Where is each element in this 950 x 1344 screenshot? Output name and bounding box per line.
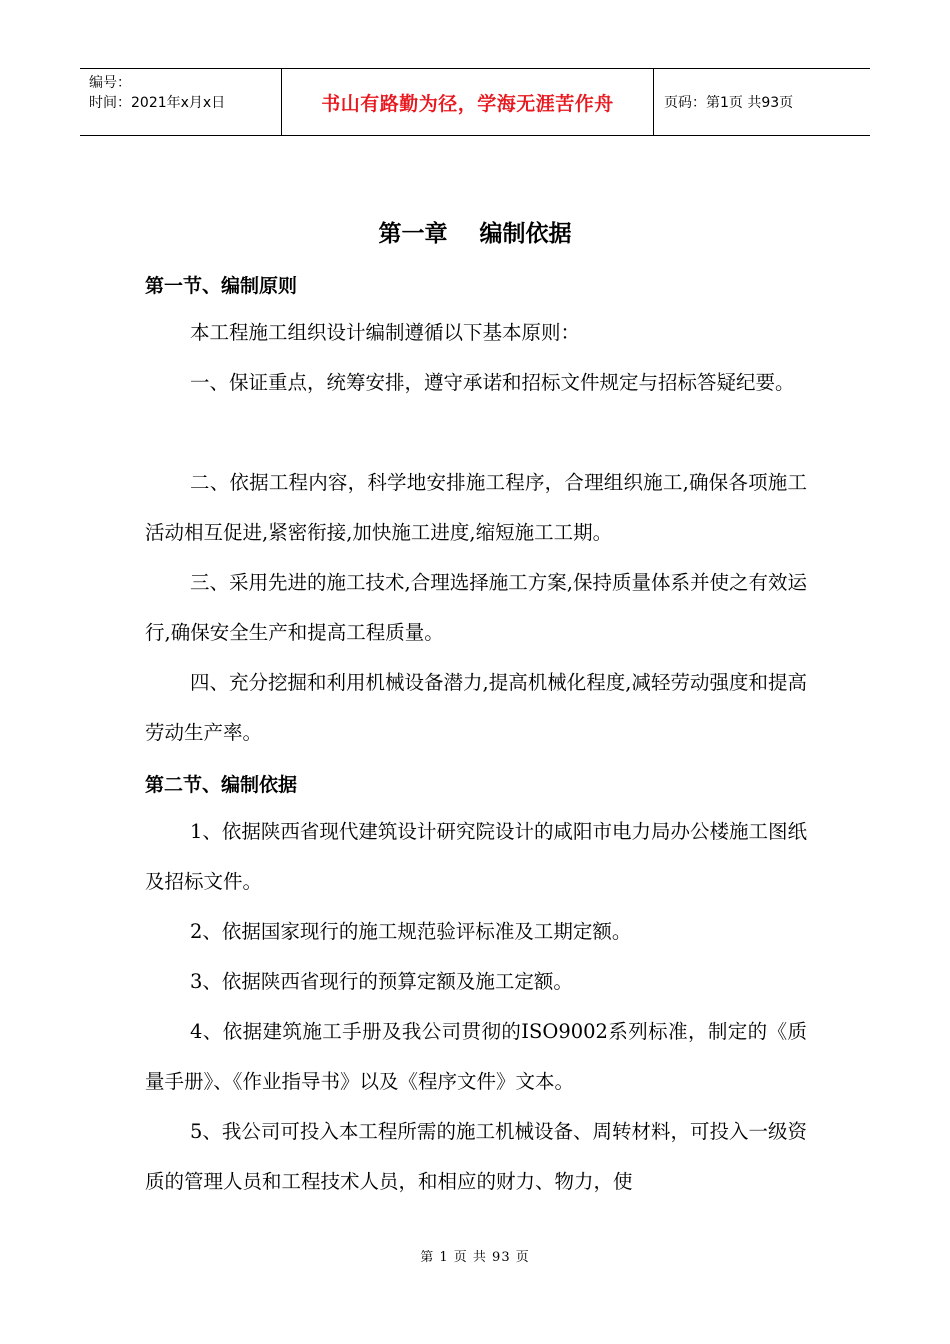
- paragraph: 一、保证重点，统筹安排，遵守承诺和招标文件规定与招标答疑纪要。: [190, 371, 795, 394]
- paragraph: 4、依据建筑施工手册及我公司贯彻的ISO9002系列标准，制定的《质量手册》、《作业指导书》以及《程序文件》文本。: [145, 1020, 807, 1093]
- header-motto: 书山有路勤为径，学海无涯苦作舟: [321, 92, 614, 115]
- chapter-title: 第一章 编制依据: [378, 221, 572, 247]
- paragraph: 三、采用先进的施工技术,合理选择施工方案,保持质量体系并使之有效运行,确保安全生产和提高工程质量。: [145, 571, 807, 644]
- paragraph: 四、充分挖掘和利用机械设备潜力,提高机械化程度,减轻劳动强度和提高劳动生产率。: [145, 671, 807, 744]
- paragraph: 3、依据陕西省现行的预算定额及施工定额。: [190, 970, 573, 993]
- document-date: 时间：2021年x月x日: [89, 95, 226, 111]
- header-motto-cell: [282, 69, 654, 135]
- header-page-cell: [654, 69, 870, 135]
- page-footer: 第 1 页 共 93 页: [420, 1250, 530, 1265]
- header-meta-cell: [80, 69, 282, 135]
- document-header: [80, 68, 870, 136]
- section-title: 第二节、编制依据: [145, 774, 298, 796]
- header-page-info: 页码：第1页 共93页: [664, 95, 794, 111]
- paragraph: 本工程施工组织设计编制遵循以下基本原则：: [190, 321, 581, 344]
- document-number-label: 编号：: [89, 75, 131, 91]
- paragraph: 1、依据陕西省现代建筑设计研究院设计的咸阳市电力局办公楼施工图纸及招标文件。: [145, 820, 807, 893]
- paragraph: 二、依据工程内容，科学地安排施工程序，合理组织施工,确保各项施工活动相互促进,紧密衔接,加快施工进度,缩短施工工期。: [145, 471, 807, 544]
- paragraph: 5、我公司可投入本工程所需的施工机械设备、周转材料，可投入一级资质的管理人员和工程技术人员，和相应的财力、物力，使: [145, 1120, 807, 1193]
- section-title: 第一节、编制原则: [145, 275, 298, 297]
- paragraph: 2、依据国家现行的施工规范验评标准及工期定额。: [190, 920, 632, 943]
